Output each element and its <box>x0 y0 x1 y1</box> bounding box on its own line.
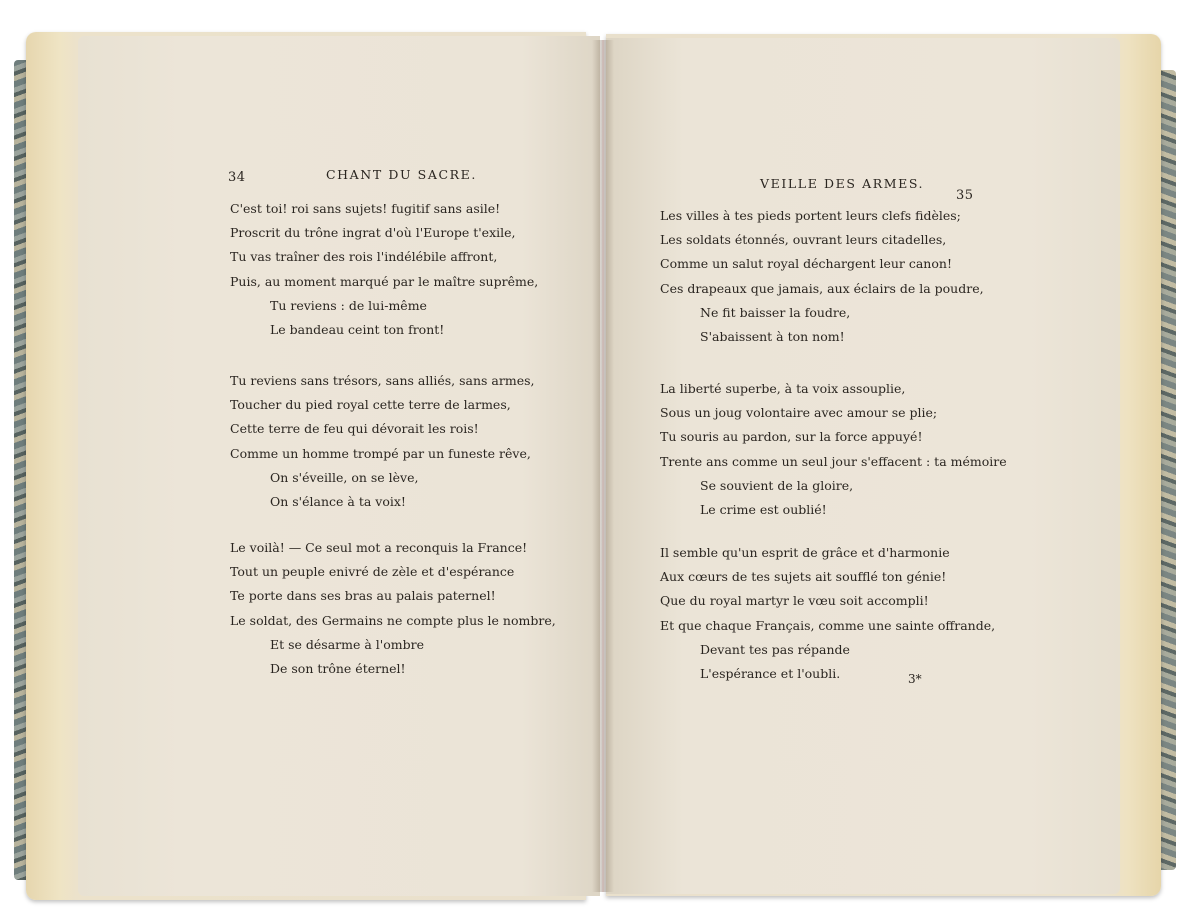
stanza-2-right <box>660 377 1007 522</box>
verse-line: Ne fit baisser la foudre, <box>700 304 851 320</box>
verse-line: Toucher du pied royal cette terre de larmes, <box>230 397 511 413</box>
stanza-1-left <box>230 197 538 342</box>
verse-line: Proscrit du trône ingrat d'où l'Europe t'exile, <box>230 225 516 241</box>
signature-mark: 3* <box>908 672 922 686</box>
page-number-right: 35 <box>956 188 974 203</box>
stanza-3-left <box>230 536 556 681</box>
verse-line: Sous un joug volontaire avec amour se plie; <box>660 405 938 421</box>
book-gutter <box>592 40 614 892</box>
verse-line: De son trône éternel! <box>270 661 406 677</box>
page-number-left: 34 <box>228 170 246 185</box>
verse-line: Le crime est oublié! <box>700 502 827 518</box>
verse-line: La liberté superbe, à ta voix assouplie, <box>660 381 906 396</box>
verse-line: Il semble qu'un esprit de grâce et d'harmonie <box>660 545 950 560</box>
verse-line: S'abaissent à ton nom! <box>700 329 845 345</box>
right-page <box>606 38 1120 894</box>
verse-line: Devant tes pas répande <box>700 641 850 657</box>
verse-line: Te porte dans ses bras au palais paternel! <box>230 588 496 604</box>
running-head-left: CHANT DU SACRE. <box>326 167 477 182</box>
verse-line: Les soldats étonnés, ouvrant leurs citadelles, <box>660 232 947 248</box>
verse-line: Se souvient de la gloire, <box>700 477 854 493</box>
verse-line: Tu vas traîner des rois l'indélébile affront, <box>230 249 498 265</box>
verse-line: Et que chaque Français, comme une sainte offrande, <box>660 617 996 633</box>
verse-line: Puis, au moment marqué par le maître suprême, <box>230 273 539 289</box>
verse-line: On s'élance à ta voix! <box>270 494 406 510</box>
verse-line: Aux cœurs de tes sujets ait soufflé ton génie! <box>660 569 947 585</box>
verse-line: Le bandeau ceint ton front! <box>270 322 445 338</box>
verse-line: Tu souris au pardon, sur la force appuyé! <box>660 429 923 445</box>
stanza-2-left <box>230 369 535 514</box>
stanza-3-right <box>660 541 995 686</box>
verse-line: Que du royal martyr le vœu soit accompli! <box>660 593 929 609</box>
stanza-1-right <box>660 204 984 349</box>
verse-line: C'est toi! roi sans sujets! fugitif sans asile! <box>230 201 501 216</box>
verse-line: Le soldat, des Germains ne compte plus le nombre, <box>230 612 556 628</box>
verse-line: L'espérance et l'oubli. <box>700 666 841 682</box>
verse-line: Le voilà! — Ce seul mot a reconquis la France! <box>230 540 528 555</box>
verse-line: On s'éveille, on se lève, <box>270 469 419 485</box>
left-page <box>78 36 600 896</box>
verse-line: Ces drapeaux que jamais, aux éclairs de la poudre, <box>660 280 984 296</box>
verse-line: Et se désarme à l'ombre <box>270 636 424 652</box>
verse-line: Comme un salut royal déchargent leur canon! <box>660 256 952 272</box>
verse-line: Les villes à tes pieds portent leurs clefs fidèles; <box>660 208 961 223</box>
verse-line: Cette terre de feu qui dévorait les rois! <box>230 421 479 437</box>
verse-line: Comme un homme trompé par un funeste rêve, <box>230 445 531 461</box>
verse-line: Trente ans comme un seul jour s'effacent : ta mémoire <box>660 453 1007 469</box>
running-head-right: VEILLE DES ARMES. <box>760 176 925 191</box>
verse-line: Tout un peuple enivré de zèle et d'espérance <box>230 564 515 580</box>
verse-line: Tu reviens sans trésors, sans alliés, sans armes, <box>230 373 535 388</box>
verse-line: Tu reviens : de lui-même <box>270 297 427 313</box>
